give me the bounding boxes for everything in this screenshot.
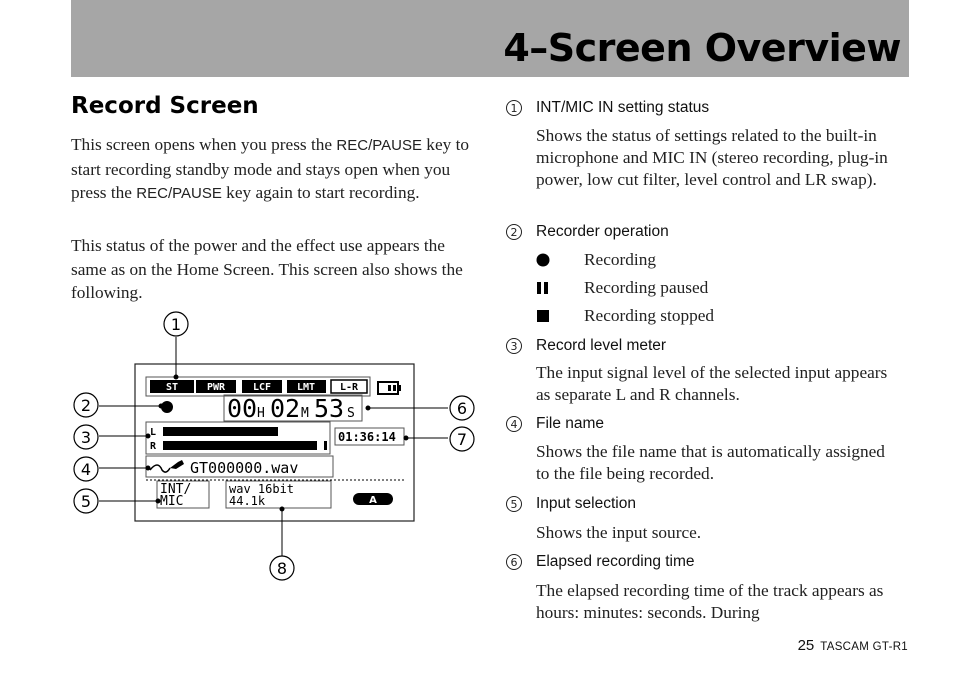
item-number: 3	[506, 338, 522, 354]
status-tags	[150, 380, 367, 393]
rec-pause-key: REC/PAUSE	[136, 185, 222, 203]
callout-2: 2	[80, 396, 92, 415]
time-min: 02	[270, 394, 301, 423]
stop-icon	[536, 309, 550, 323]
meter-r-label: R	[150, 441, 157, 452]
record-screen-diagram	[66, 308, 468, 588]
meter-l-label: L	[150, 427, 157, 438]
item-body: Shows the status of settings related to the built-in microphone and MIC IN (stereo recording, plug-in power, low cut filter, level control and LR swap).	[536, 126, 888, 189]
item-number: 5	[506, 496, 522, 512]
intro-text: key again to start recording.	[221, 183, 420, 203]
tag-lcf: LCF	[252, 382, 272, 393]
item-body: The elapsed recording time of the track appears as hours: minutes: seconds. During	[536, 581, 884, 622]
tag-lmt: LMT	[296, 382, 316, 393]
time-h: H	[257, 406, 265, 421]
intro-text: This screen opens when you press the	[71, 135, 337, 154]
item-body: Shows the input source.	[536, 523, 702, 542]
item-body: The input signal level of the selected input appears as separate L and R channels.	[536, 363, 888, 404]
status-label: Recording	[584, 250, 656, 269]
page-footer	[798, 637, 908, 655]
page-number: 25	[797, 637, 815, 654]
status-paragraph: This status of the power and the effect use appears the same as on the Home Screen. This screen also shows the following.	[71, 236, 463, 303]
status-label: Recording paused	[584, 278, 709, 297]
remaining-time: 01:36:14	[338, 430, 396, 444]
status-label: Recording stopped	[584, 306, 715, 325]
footer-brand: TASCAM GT-R1	[820, 641, 908, 653]
meter-r-bar	[163, 441, 317, 450]
elapsed-time	[227, 394, 355, 423]
item-heading: Input selection	[536, 495, 636, 512]
intro-text: key to start recording standby mode and stays open when you press the	[71, 135, 470, 203]
section-title: Record Screen	[71, 93, 259, 119]
item-heading: Elapsed recording time	[536, 553, 695, 570]
item-body: Shows the file name that is automatically assigned to the file being recorded.	[536, 442, 885, 483]
time-sec: 53	[314, 394, 345, 423]
callout-4: 4	[80, 460, 92, 479]
tag-pwr: PWR	[206, 382, 226, 393]
tag-lr: L-R	[339, 382, 359, 393]
record-dot-icon	[536, 253, 550, 267]
badge-a: A	[369, 495, 377, 506]
input-line2: MIC	[160, 494, 184, 509]
item-number: 1	[506, 100, 522, 116]
item-heading: File name	[536, 415, 605, 432]
intro-paragraph	[71, 133, 476, 206]
callout-1: 1	[170, 315, 182, 334]
callout-7: 7	[456, 430, 468, 449]
callout-8: 8	[276, 559, 288, 578]
format-line2: 44.1k	[229, 494, 266, 508]
format-line1: wav 16bit	[229, 482, 295, 496]
item-number: 2	[506, 224, 522, 240]
item-number: 6	[506, 554, 522, 570]
time-hours: 00	[227, 394, 258, 423]
time-m: M	[301, 406, 309, 421]
input-line1: INT/	[160, 482, 192, 497]
meter-peak-mark	[324, 441, 327, 450]
page-title: 4–Screen Overview	[503, 26, 901, 70]
item-heading: Record level meter	[536, 337, 667, 354]
callout-6: 6	[456, 399, 468, 418]
callout-3: 3	[80, 428, 92, 447]
header-bar	[71, 0, 909, 77]
rec-pause-key: REC/PAUSE	[336, 137, 422, 154]
item-heading: INT/MIC IN setting status	[536, 99, 710, 116]
tag-st: ST	[165, 382, 179, 393]
callout-5: 5	[80, 492, 92, 511]
item-number: 4	[506, 416, 522, 432]
time-s: S	[347, 406, 355, 421]
meter-l-bar	[163, 427, 278, 436]
pause-icon	[536, 281, 550, 295]
file-name: GT000000.wav	[190, 459, 299, 477]
item-heading: Recorder operation	[536, 223, 669, 240]
